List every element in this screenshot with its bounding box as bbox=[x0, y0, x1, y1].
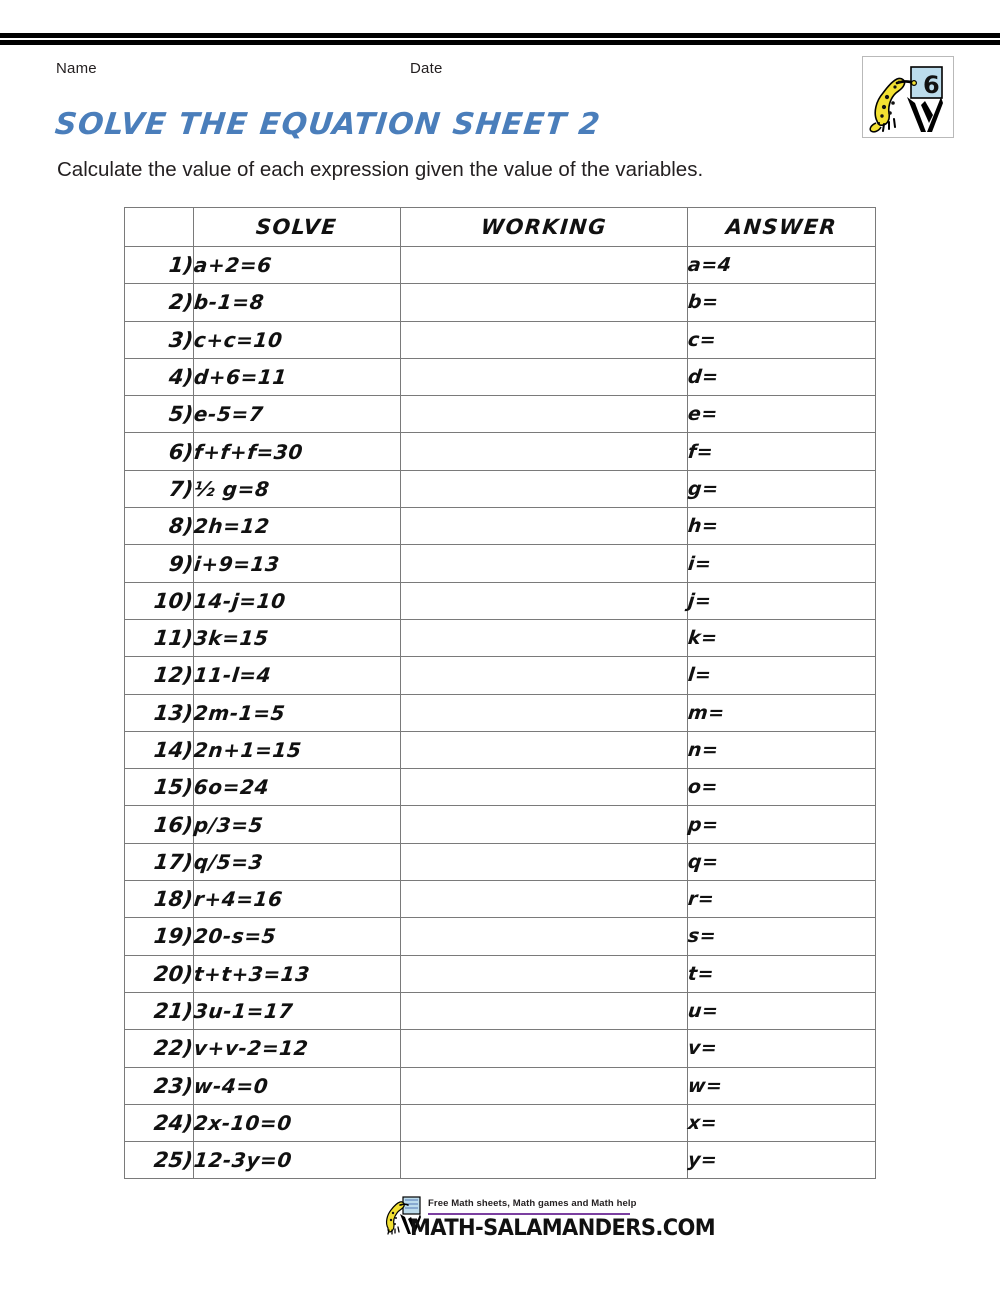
row-number: 18) bbox=[125, 881, 194, 918]
top-divider-rule bbox=[0, 33, 1000, 45]
table-header-row bbox=[125, 208, 876, 247]
equation-cell: t+t+3=13 bbox=[194, 955, 401, 992]
row-number: 2) bbox=[125, 284, 194, 321]
row-number: 6) bbox=[125, 433, 194, 470]
table-row bbox=[125, 769, 876, 806]
date-label: Date bbox=[410, 60, 443, 77]
answer-cell[interactable]: t= bbox=[688, 955, 876, 992]
table-row bbox=[125, 843, 876, 880]
table-row bbox=[125, 694, 876, 731]
answer-cell[interactable]: c= bbox=[688, 321, 876, 358]
answer-cell[interactable]: o= bbox=[688, 769, 876, 806]
working-cell[interactable] bbox=[401, 806, 688, 843]
page-subtitle: Calculate the value of each expression given the value of the variables. bbox=[57, 158, 704, 181]
table-row bbox=[125, 657, 876, 694]
table-row bbox=[125, 1104, 876, 1141]
footer-branding bbox=[382, 1192, 716, 1252]
answer-cell[interactable]: y= bbox=[688, 1142, 876, 1179]
table-row bbox=[125, 881, 876, 918]
answer-cell[interactable]: e= bbox=[688, 396, 876, 433]
equation-cell: f+f+f=30 bbox=[194, 433, 401, 470]
answer-cell[interactable]: n= bbox=[688, 731, 876, 768]
table-row bbox=[125, 321, 876, 358]
answer-cell[interactable]: b= bbox=[688, 284, 876, 321]
working-cell[interactable] bbox=[401, 582, 688, 619]
row-number: 3) bbox=[125, 321, 194, 358]
working-cell[interactable] bbox=[401, 1104, 688, 1141]
answer-cell[interactable]: r= bbox=[688, 881, 876, 918]
salamander-grade-icon bbox=[863, 57, 953, 137]
working-cell[interactable] bbox=[401, 545, 688, 582]
answer-cell[interactable]: m= bbox=[688, 694, 876, 731]
row-number: 10) bbox=[125, 582, 194, 619]
row-number: 13) bbox=[125, 694, 194, 731]
working-cell[interactable] bbox=[401, 433, 688, 470]
table-row bbox=[125, 545, 876, 582]
row-number: 20) bbox=[125, 955, 194, 992]
answer-cell[interactable]: h= bbox=[688, 508, 876, 545]
row-number: 17) bbox=[125, 843, 194, 880]
table-row bbox=[125, 1030, 876, 1067]
column-header-answer: ANSWER bbox=[688, 208, 876, 247]
column-header-solve: SOLVE bbox=[194, 208, 401, 247]
table-row bbox=[125, 731, 876, 768]
equation-cell: ½ g=8 bbox=[194, 470, 401, 507]
working-cell[interactable] bbox=[401, 694, 688, 731]
row-number: 11) bbox=[125, 619, 194, 656]
working-cell[interactable] bbox=[401, 955, 688, 992]
row-number: 19) bbox=[125, 918, 194, 955]
working-cell[interactable] bbox=[401, 1030, 688, 1067]
table-header bbox=[125, 208, 876, 247]
equation-cell: p/3=5 bbox=[194, 806, 401, 843]
working-cell[interactable] bbox=[401, 918, 688, 955]
working-cell[interactable] bbox=[401, 247, 688, 284]
row-number: 1) bbox=[125, 247, 194, 284]
answer-cell[interactable]: p= bbox=[688, 806, 876, 843]
equation-cell: 3k=15 bbox=[194, 619, 401, 656]
working-cell[interactable] bbox=[401, 731, 688, 768]
equation-cell: 11-l=4 bbox=[194, 657, 401, 694]
column-header-working: WORKING bbox=[401, 208, 688, 247]
table-row bbox=[125, 433, 876, 470]
working-cell[interactable] bbox=[401, 396, 688, 433]
equation-cell: v+v-2=12 bbox=[194, 1030, 401, 1067]
equation-cell: q/5=3 bbox=[194, 843, 401, 880]
row-number: 9) bbox=[125, 545, 194, 582]
equation-cell: 2x-10=0 bbox=[194, 1104, 401, 1141]
equation-cell: w-4=0 bbox=[194, 1067, 401, 1104]
column-header-index bbox=[125, 208, 194, 247]
equation-cell: b-1=8 bbox=[194, 284, 401, 321]
table-row bbox=[125, 284, 876, 321]
equation-cell: d+6=11 bbox=[194, 358, 401, 395]
equation-cell: 12-3y=0 bbox=[194, 1142, 401, 1179]
row-number: 21) bbox=[125, 992, 194, 1029]
equation-cell: 14-j=10 bbox=[194, 582, 401, 619]
answer-cell[interactable]: g= bbox=[688, 470, 876, 507]
working-cell[interactable] bbox=[401, 470, 688, 507]
top-divider-rule-gap bbox=[0, 38, 1000, 40]
name-label: Name bbox=[56, 60, 97, 77]
equation-cell: 2m-1=5 bbox=[194, 694, 401, 731]
equation-cell: 2h=12 bbox=[194, 508, 401, 545]
working-cell[interactable] bbox=[401, 992, 688, 1029]
working-cell[interactable] bbox=[401, 769, 688, 806]
table-row bbox=[125, 619, 876, 656]
answer-cell[interactable]: a=4 bbox=[688, 247, 876, 284]
svg-text:6: 6 bbox=[923, 71, 940, 99]
equation-cell: r+4=16 bbox=[194, 881, 401, 918]
working-cell[interactable] bbox=[401, 358, 688, 395]
table-row bbox=[125, 955, 876, 992]
working-cell[interactable] bbox=[401, 1142, 688, 1179]
answer-cell[interactable]: q= bbox=[688, 843, 876, 880]
row-number: 14) bbox=[125, 731, 194, 768]
table-row bbox=[125, 918, 876, 955]
row-number: 25) bbox=[125, 1142, 194, 1179]
table-row bbox=[125, 470, 876, 507]
row-number: 8) bbox=[125, 508, 194, 545]
footer-tagline: Free Math sheets, Math games and Math help bbox=[428, 1198, 637, 1209]
working-cell[interactable] bbox=[401, 284, 688, 321]
table-row bbox=[125, 992, 876, 1029]
answer-cell[interactable]: s= bbox=[688, 918, 876, 955]
table-body bbox=[125, 247, 876, 1179]
table-row bbox=[125, 508, 876, 545]
answer-cell[interactable]: l= bbox=[688, 657, 876, 694]
answer-cell[interactable]: v= bbox=[688, 1030, 876, 1067]
grade-logo-box bbox=[862, 56, 954, 138]
row-number: 24) bbox=[125, 1104, 194, 1141]
answer-cell[interactable]: w= bbox=[688, 1067, 876, 1104]
working-cell[interactable] bbox=[401, 657, 688, 694]
table-row bbox=[125, 806, 876, 843]
table-row bbox=[125, 582, 876, 619]
working-cell[interactable] bbox=[401, 1067, 688, 1104]
row-number: 22) bbox=[125, 1030, 194, 1067]
equation-cell: 20-s=5 bbox=[194, 918, 401, 955]
answer-cell[interactable]: i= bbox=[688, 545, 876, 582]
row-number: 15) bbox=[125, 769, 194, 806]
equation-cell: 3u-1=17 bbox=[194, 992, 401, 1029]
working-cell[interactable] bbox=[401, 881, 688, 918]
row-number: 16) bbox=[125, 806, 194, 843]
working-cell[interactable] bbox=[401, 508, 688, 545]
answer-cell[interactable]: x= bbox=[688, 1104, 876, 1141]
answer-cell[interactable]: u= bbox=[688, 992, 876, 1029]
equation-cell: c+c=10 bbox=[194, 321, 401, 358]
page-footer bbox=[0, 1192, 1000, 1256]
table-row bbox=[125, 358, 876, 395]
row-number: 12) bbox=[125, 657, 194, 694]
equation-cell: i+9=13 bbox=[194, 545, 401, 582]
equation-cell: a+2=6 bbox=[194, 247, 401, 284]
table-row bbox=[125, 396, 876, 433]
row-number: 4) bbox=[125, 358, 194, 395]
answer-cell[interactable]: d= bbox=[688, 358, 876, 395]
equation-cell: 6o=24 bbox=[194, 769, 401, 806]
answer-cell[interactable]: f= bbox=[688, 433, 876, 470]
working-cell[interactable] bbox=[401, 843, 688, 880]
table-row bbox=[125, 1067, 876, 1104]
working-cell[interactable] bbox=[401, 619, 688, 656]
page-title: SOLVE THE EQUATION SHEET 2 bbox=[53, 107, 603, 142]
equation-cell: 2n+1=15 bbox=[194, 731, 401, 768]
row-number: 23) bbox=[125, 1067, 194, 1104]
equation-worksheet-table bbox=[124, 207, 876, 1179]
footer-site-name: MATH-SALAMANDERS.COM bbox=[410, 1215, 716, 1241]
table-row bbox=[125, 1142, 876, 1179]
working-cell[interactable] bbox=[401, 321, 688, 358]
equation-cell: e-5=7 bbox=[194, 396, 401, 433]
answer-cell[interactable]: k= bbox=[688, 619, 876, 656]
table-row bbox=[125, 247, 876, 284]
row-number: 7) bbox=[125, 470, 194, 507]
row-number: 5) bbox=[125, 396, 194, 433]
answer-cell[interactable]: j= bbox=[688, 582, 876, 619]
